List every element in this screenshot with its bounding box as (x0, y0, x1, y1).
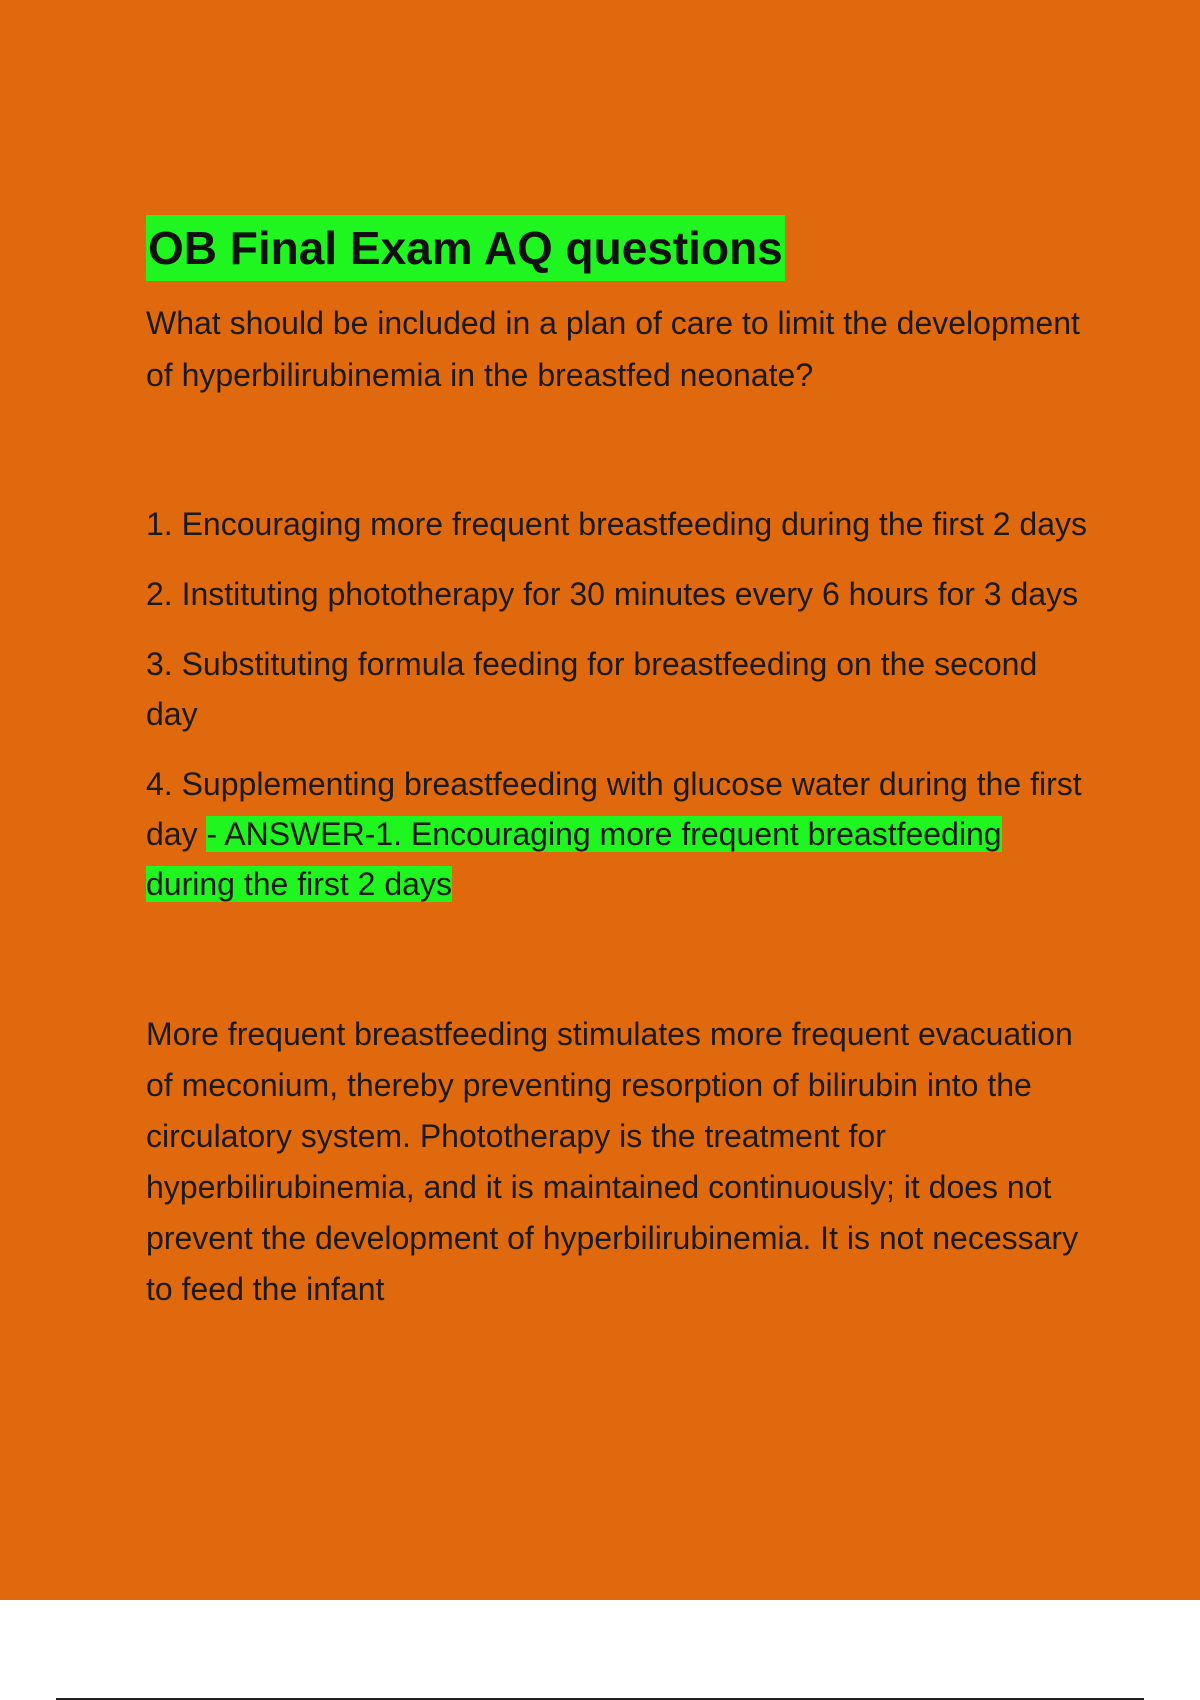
option-1: 1. Encouraging more frequent breastfeeding during the first 2 days (146, 506, 1088, 542)
answer-options (146, 499, 1096, 909)
option-3: 3. Substituting formula feeding for breastfeeding on the second day (146, 646, 1038, 732)
option-4-text: 4. Supplementing breastfeeding with glucose water during the first day (146, 766, 1082, 852)
answer-highlight: - ANSWER-1. Encouraging more frequent breastfeeding during the first 2 days (146, 816, 1002, 902)
document-content (146, 215, 1096, 1347)
option-4 (146, 759, 1096, 909)
explanation-text: More frequent breastfeeding stimulates more frequent evacuation of meconium, thereby preventing resorption of bilirubin into the circulatory system. Phototherapy is the treatment for hyperbilirubinemia, and it is maintained continuously; it does not prevent the development of hyperbilirubinemia. It is not necessary to feed the infant (146, 1016, 1079, 1307)
option-2: 2. Instituting phototherapy for 30 minutes every 6 hours for 3 days (146, 576, 1079, 612)
document-title: OB Final Exam AQ questions (146, 215, 785, 281)
question-text: What should be included in a plan of care to limit the development of hyperbilirubinemia in the breastfed neonate? (146, 305, 1080, 393)
